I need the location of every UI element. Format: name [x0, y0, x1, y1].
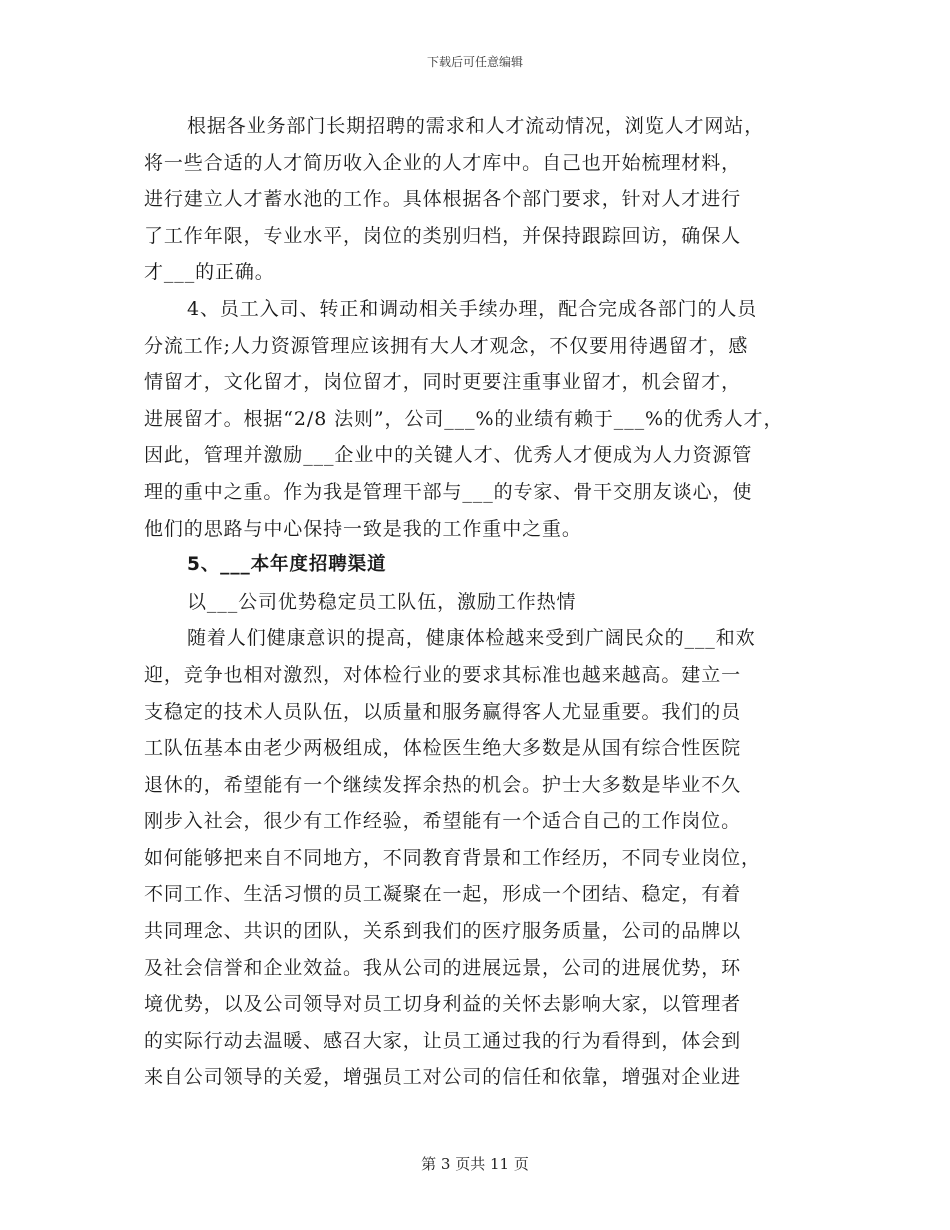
paragraph-line: 他们的思路与中心保持一致是我的工作重中之重。 [144, 517, 582, 540]
paragraph-line: 将一些合适的人才简历收入企业的人才库中。自己也开始梳理材料， [144, 151, 742, 174]
paragraph-line: 迎，竞争也相对激烈，对体检行业的要求其标准也越来越高。建立一 [144, 663, 742, 686]
paragraph-line: 根据各业务部门长期招聘的需求和人才流动情况，浏览人才网站， [187, 115, 765, 137]
paragraph-line: 了工作年限，专业水平，岗位的类别归档，并保持跟踪回访，确保人 [144, 224, 742, 247]
section-heading: 5、___本年度招聘渠道 [187, 554, 387, 576]
paragraph-line: 刚步入社会，很少有工作经验，希望能有一个适合自己的工作岗位。 [144, 810, 742, 833]
paragraph-line: 共同理念、共识的团队，关系到我们的医疗服务质量，公司的品牌以 [144, 920, 742, 943]
paragraph-line: 如何能够把来自不同地方，不同教育背景和工作经历，不同专业岗位， [144, 846, 761, 869]
paragraph-line: 情留才，文化留才，岗位留才，同时更要注重事业留才，机会留才， [144, 371, 742, 394]
paragraph-line: 以___公司优势稳定员工队伍，激励工作热情 [187, 590, 577, 613]
paragraph-line: 分流工作;人力资源管理应该拥有大人才观念，不仅要用待遇留才，感 [144, 334, 749, 357]
page-number: 第 3 页共 11 页 [421, 1155, 529, 1173]
paragraph-line: 才___的正确。 [144, 261, 275, 284]
paragraph-line: 不同工作、生活习惯的员工凝聚在一起，形成一个团结、稳定，有着 [144, 883, 742, 906]
paragraph-line: 及社会信誉和企业效益。我从公司的进展远景，公司的进展优势，环 [144, 956, 742, 979]
paragraph-line: 支稳定的技术人员队伍，以质量和服务赢得客人尤显重要。我们的员 [144, 700, 742, 723]
paragraph-line: 退休的，希望能有一个继续发挥余热的机会。护士大多数是毕业不久 [144, 773, 742, 796]
page-header: 下载后可任意编辑 [426, 55, 523, 69]
paragraph-line: 4、员工入司、转正和调动相关手续办理，配合完成各部门的人员 [187, 297, 758, 320]
document-body [144, 108, 824, 1096]
paragraph-line: 来自公司领导的关爱，增强员工对公司的信任和依靠，增强对企业进 [144, 1066, 742, 1089]
paragraph-line: 进行建立人才蓄水池的工作。具体根据各个部门要求，针对人才进行 [144, 188, 742, 211]
paragraph-line: 因此，管理并激励___企业中的关键人才、优秀人才便成为人力资源管 [144, 444, 753, 467]
paragraph-line: 工队伍基本由老少两极组成，体检医生绝大多数是从国有综合性医院 [144, 737, 742, 760]
paragraph-line: 境优势，以及公司领导对员工切身利益的关怀去影响大家，以管理者 [144, 993, 742, 1016]
paragraph-line: 的实际行动去温暖、感召大家，让员工通过我的行为看得到，体会到 [144, 1029, 742, 1052]
paragraph-line: 理的重中之重。作为我是管理干部与___的专家、骨干交朋友谈心，使 [144, 480, 753, 503]
paragraph-line: 随着人们健康意识的提高，健康体检越来受到广阔民众的___和欢 [187, 627, 756, 650]
paragraph-line: 进展留才。根据“2/8 法则”，公司___%的业绩有赖于___%的优秀人才， [144, 407, 784, 430]
